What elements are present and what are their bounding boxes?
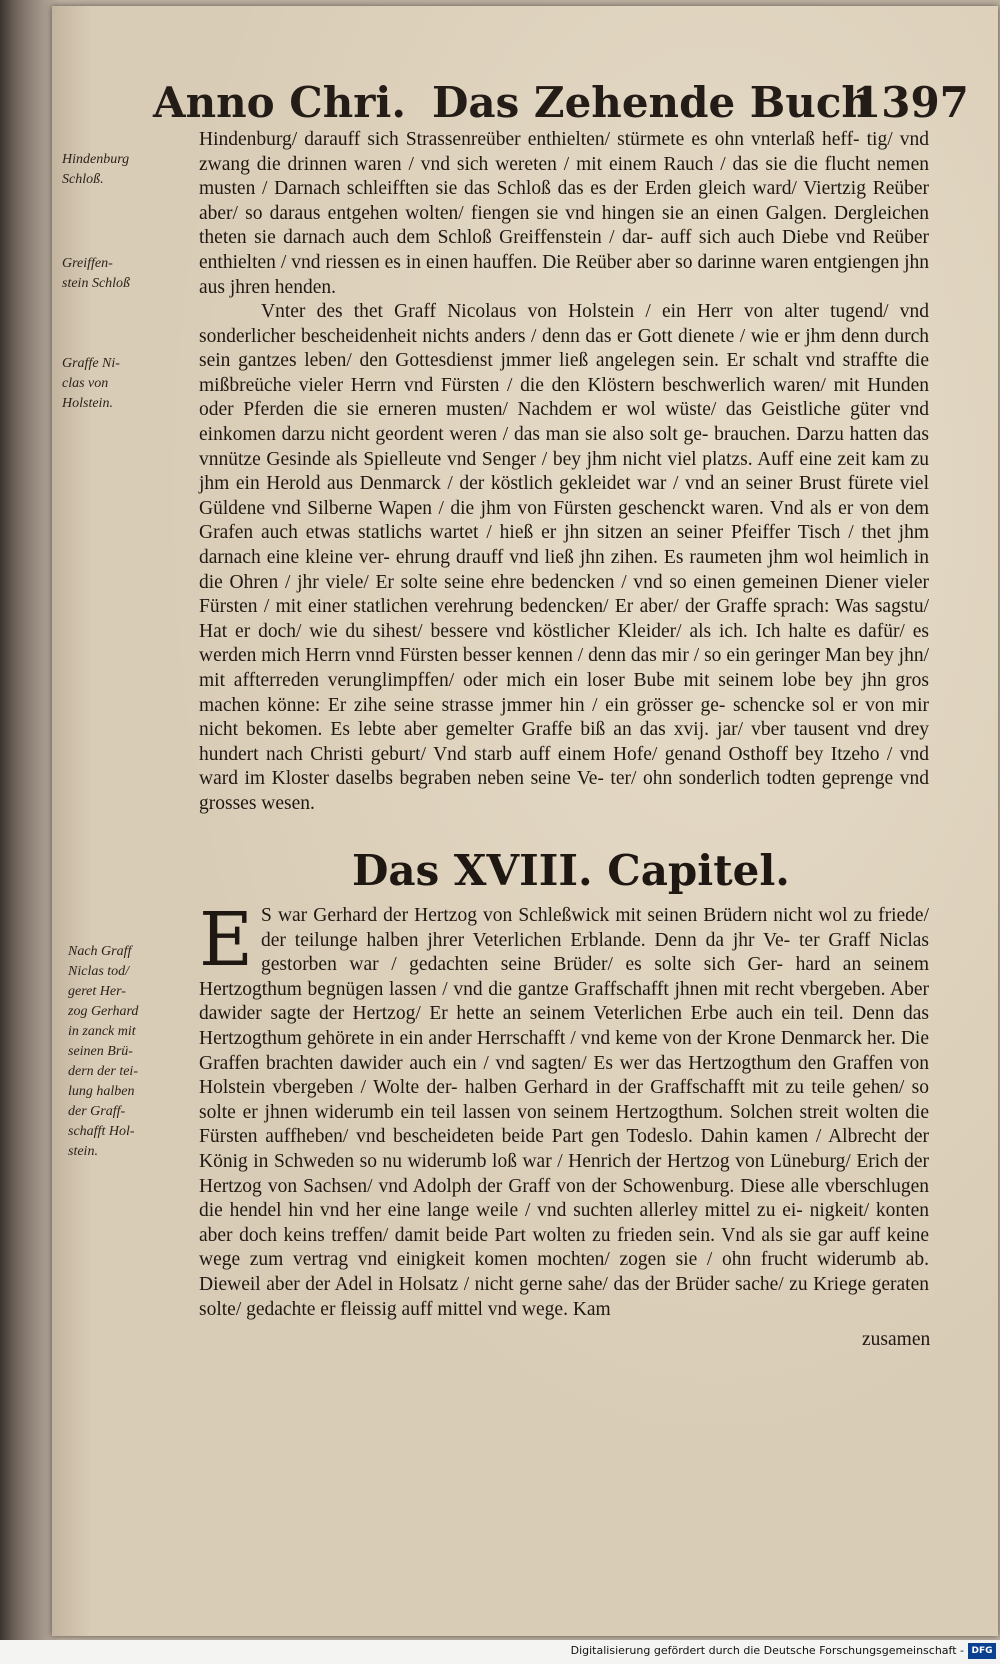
paragraph-nicolaus: Vnter des thet Graff Nicolaus von Holstein / ein Herr von alter tugend/ vnd sonderlicher bescheidenheit nichts anders / denn das er Gott dienete / wie er jhm denn durch sein gantzes leben/ den Gottesdienst jmmer ließ angelegen sein. Er schalt vnd straffte die mißbreüche vieler Herrn vnd Fürsten / die den Klöstern beschwerlich waren/ mit Hunden oder Pferden die sie erneren musten/ Nachdem er wol wüste/ das Geistliche güter vnd einkomen darzu nicht geordent weren / das man sie also solt ge- brauchen. Darzu hatten das vnnütze Gesinde als Spielleute vnd Senger / bey jhm nicht viel platzs. Auff eine zeit kam zu jhm ein Herold aus Denmarck / der köstlich gekleidet war / vnd an seiner Brust fürete viel Güldene vnd Silberne Wapen / die jhm von Fürsten geschenckt waren. Vnd als er von dem Grafen auch etwas statlichs wartet / hieß er jhn sitzen an seiner Pfeiffer Tisch / thet jhm darnach eine kleine ver- ehrung drauff vnd ließ jhn zihen. Es raumeten jhm wol heimlich in die Ohren / jhr viele/ Er solte seine ehre bedencken / vnd so einen gemeinen Diener vieler Fürsten / mit einer statlichen verehrung bedencken/ Er aber/ der Graffe sprach: Was sagstu/ Hat er doch/ wie du sihest/ bessere vnd köstlicher Kleider/ als ich. Ich halte es dafür/ es werden mich Herrn vnnd Fürsten besser kennen / denn das mir / so ein geringer Man bey jhn/ mit affterreden verunglimpffen/ oder mich ein loser Bube mit seinem lobe bey jhn gros machen könne: Er zihe seine strasse jmmer hin / ein grösser ge- schencke sol er von mir nicht bekomen. Es lebte aber gemelter Graffe biß an das xvij. jar/ vber tausent vnd drey hundert nach Christi geburt/ Vnd starb auff einem Hofe/ genand Osthoff bey Itzeho / vnd ward im Kloster daselbs begraben neben seine Ve- ter/ ohn sonderlich todten geprenge vnd grosses wesen. [199,301,929,814]
sidenote-gerhard-dispute: Nach Graff Niclas tod/ geret Her- zog Gerhard in zanck mit seinen Brü- dern der tei- lung halben der Graff- schafft Hol- stein. [68,944,139,1159]
catchword: zusamen [862,1329,931,1350]
drop-cap-initial: E [199,897,254,983]
chapter-title: Das XVIII. Capitel. [352,846,790,895]
funding-credit: Digitalisierung gefördert durch die Deutsche Forschungsgemeinschaft - [570,1644,964,1657]
sidenote-niclas-holstein: Graffe Ni- clas von Holstein. [62,356,120,411]
book-page [52,6,998,1636]
page-number: 1397 [852,78,969,127]
paragraph-hindenburg: Hindenburg/ darauff sich Strassenreüber enthielten/ stürmete es ohn vnterlaß heff- tig/ vnd zwang die drinnen waren / vnd sich wereten / mit einem Rauch / das sie die flucht nemen musten / Darnach schleifften sie das Schloß das es der Erden gleich ward/ Viertzig Reüber aber/ so daraus entgehen wolten/ fiengen sie vnd hingen sie an einen Galgen. Dergleichen theten sie darnach auch dem Schloß Greiffenstein / dar- auff sich auch Diebe vnd Reüber enthielten / vnd riessen es in einen hauffen. Die Reüber aber so darinne waren entgiengen jhn aus jhren henden. [199,129,929,298]
paragraph-gerhard-text: S war Gerhard der Hertzog von Schleßwick mit seinen Brüdern nicht wol zu friede/ der teilunge halben jhrer Veterlichen Erblande. Denn da jhr Ve- ter Graff Niclas gestorben war / gedachten seine Brüder/ es solte sich Ger- hard an seinem Hertzogthum begnügen lassen / vnd die gantze Graffschafft jhnen mit recht vbergeben. Aber dawider sagte der Hertzog/ Er hette an seinem Veterlichen Erbe auch ein teil. Denn das Hertzogthum gehörete in ein ander Herrschafft / vnd keme von der Krone Denmarck her. Die Graffen brachten dawider auch ein / vnd sagten/ Es wer das Hertzogthum den Graffen von Holstein vbergeben / Wolte der- halben Gerhard in der Graffschafft mit zu teile gehen/ so solte er jhnen widerumb ein teil lassen von seinem Hertzogthum. Solchen streit wolten die Fürsten auffheben/ vnd bescheideten beide Part gen Todeslo. Dahin kamen / Albrecht der König in Schweden so nu widerumb loß war / Henrich der Hertzog von Lüneburg/ Erich der Hertzog von Sachsen/ vnd Adolph der Graff von der Schowenburg. Diese alle vberschlugen die hendel hin vnd her eine lange weile / vnd suchten allerley mittel zu ei- nigkeit/ konten aber doch keins treffen/ damit beide Part wolten zu frieden sein. Vnd als sie gar auff keine wege zum vertrag vnd einigkeit komen mochten/ zogen sie / ohn frucht widerumb ab. Dieweil aber der Adel in Holsatz / nicht gerne sahe/ das der Brüder sache/ zu Kriege geraten solte/ gedachte er fleissig auff mittel vnd wege. Kam [199,905,929,1320]
header-year-label: Anno Chri. [153,78,406,127]
footer-bar [0,1640,1000,1664]
header-book-title: Das Zehende Buch [432,78,872,127]
paragraph-gerhard [199,897,929,1322]
sidenote-greiffenstein: Greiffen- stein Schloß [62,256,131,291]
dfg-logo[interactable]: DFG [968,1643,996,1659]
sidenote-hindenburg: Hindenburg Schloß. [62,152,130,187]
